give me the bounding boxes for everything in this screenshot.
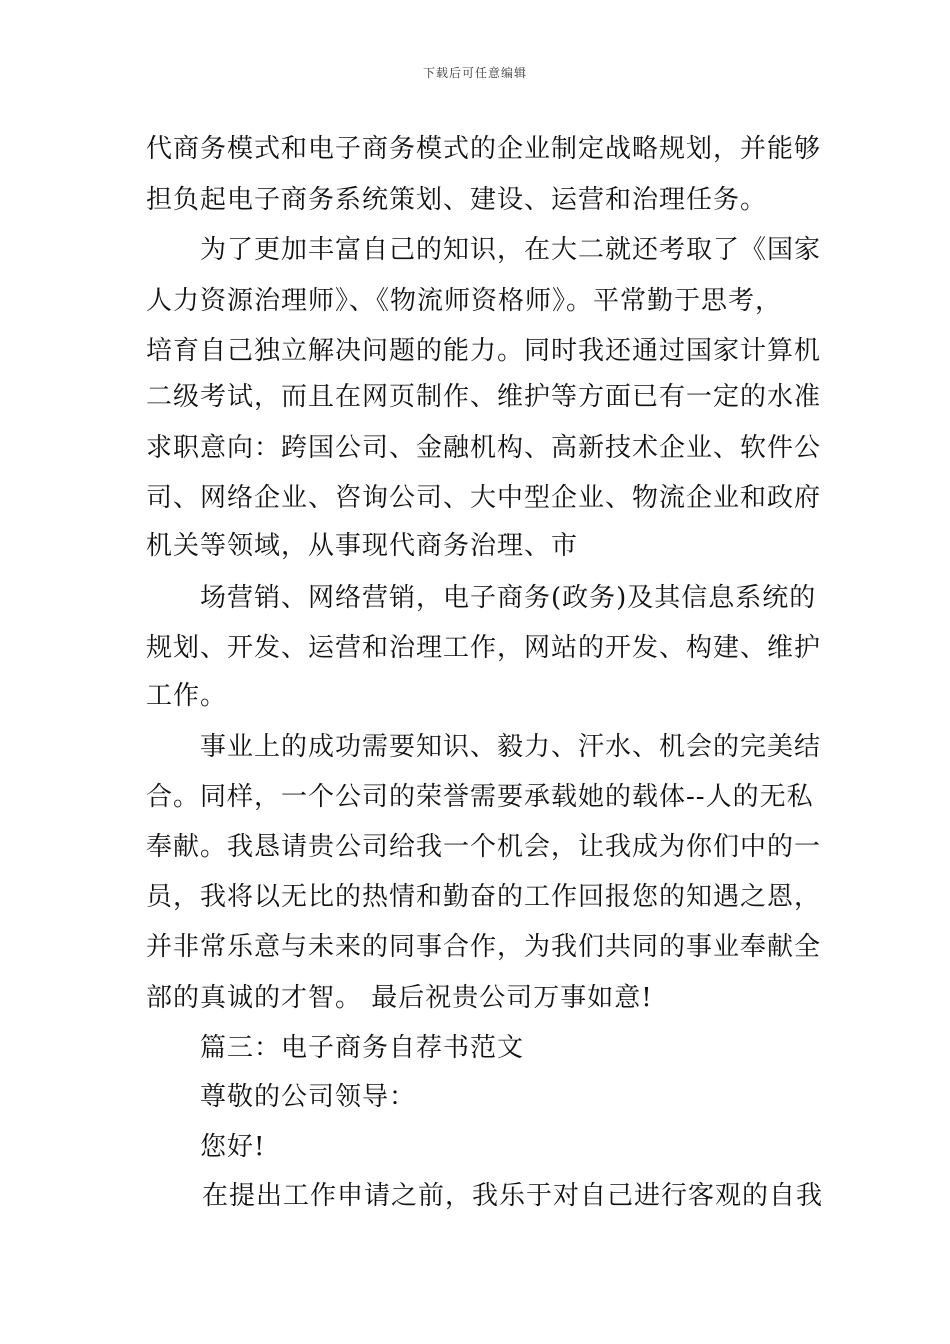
text-line: 求职意向：跨国公司、金融机构、高新技术企业、软件公 bbox=[146, 433, 822, 463]
text-line: 司、网络企业、咨询公司、大中型企业、物流企业和政府 bbox=[146, 483, 822, 513]
text-line: 场营销、网络营销，电子商务(政务)及其信息系统的 bbox=[200, 583, 817, 613]
text-line: 规划、开发、运营和治理工作，网站的开发、构建、维护 bbox=[146, 633, 822, 663]
text-line: 为了更加丰富自己的知识，在大二就还考取了《国家 bbox=[200, 235, 822, 265]
text-line: 奉献。我恳请贵公司给我一个机会，让我成为你们中的一 bbox=[146, 832, 822, 862]
text-line: 并非常乐意与未来的同事合作，为我们共同的事业奉献全 bbox=[146, 932, 822, 962]
text-line: 工作。 bbox=[146, 681, 228, 711]
text-line: 在提出工作申请之前，我乐于对自己进行客观的自我 bbox=[202, 1181, 824, 1211]
text-line: 二级考试，而且在网页制作、维护等方面已有一定的水准 bbox=[146, 382, 822, 412]
text-line: 部的真诚的才智。 最后祝贵公司万事如意! bbox=[146, 983, 653, 1013]
text-line: 人力资源治理师》、《物流师资格师》。平常勤于思考， bbox=[146, 286, 783, 316]
text-line: 员，我将以无比的热情和勤奋的工作回报您的知遇之恩， bbox=[146, 882, 822, 912]
page-header: 下载后可任意编辑 bbox=[422, 66, 527, 80]
section-heading: 篇三：电子商务自荐书范文 bbox=[200, 1033, 525, 1063]
text-line: 培育自己独立解决问题的能力。同时我还通过国家计算机 bbox=[146, 336, 822, 366]
greeting: 您好! bbox=[200, 1132, 266, 1162]
text-line: 机关等领域，从事现代商务治理、市 bbox=[146, 531, 579, 561]
text-line: 合。同样，一个公司的荣誉需要承载她的载体--人的无私 bbox=[146, 782, 814, 812]
text-line: 担负起电子商务系统策划、建设、运营和治理任务。 bbox=[146, 185, 768, 215]
text-line: 事业上的成功需要知识、毅力、汗水、机会的完美结 bbox=[200, 732, 822, 762]
text-line: 代商务模式和电子商务模式的企业制定战略规划，并能够 bbox=[146, 134, 822, 164]
salutation: 尊敬的公司领导： bbox=[200, 1082, 417, 1112]
